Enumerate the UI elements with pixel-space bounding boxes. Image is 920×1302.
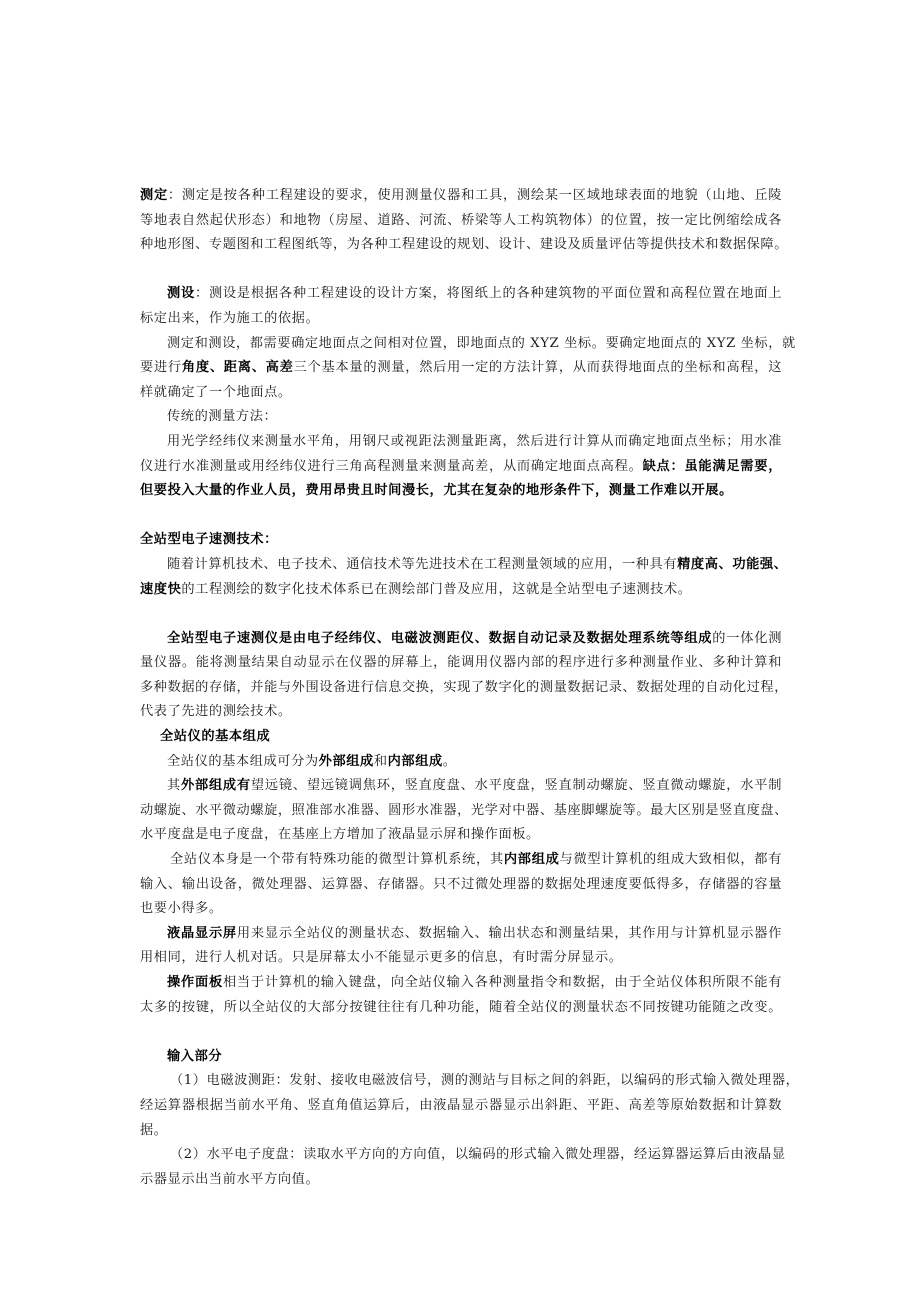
term-setout: 测设 — [167, 286, 195, 302]
section-heading: 全站仪的基本组成 — [160, 729, 271, 745]
paragraph-line: 动螺旋、水平微动螺旋，照准部水准器、圆形水准器，光学对中器、基座脚螺旋等。最大区别是竖直度盘、 — [140, 802, 789, 818]
drawback-label: 缺点：虽能满足需要， — [642, 458, 782, 474]
paragraph-line: 种地形图、专题图和工程图纸等，为各种工程建设的规划、设计、建设及质量评估等提供技术和数据保障。 — [140, 237, 789, 253]
paragraph-line: 等地表自然起伏形态）和地物（房屋、道路、河流、桥梁等人工构筑物体）的位置，按一定比例缩绘成各 — [140, 212, 782, 228]
paragraph-line: 仪进行水准测量或用经纬仪进行三角高程测量来测量高差，从而确定地面点高程。缺点：虽能满足需要， — [140, 458, 782, 474]
paragraph-line: 全站仪的基本组成可分为外部组成和内部组成。 — [167, 753, 457, 769]
paragraph-line: 水平度盘是电子度盘，在基座上方增加了液晶显示屏和操作面板。 — [140, 827, 540, 843]
list-item-line: （2）水平电子度盘：读取水平方向的方向值，以编码的形式输入微处理器，经运算器运算后由液晶显 — [170, 1147, 786, 1163]
spacer — [140, 258, 782, 283]
paragraph-line: 输入、输出设备，微处理器、运算器、存储器。只不过微处理器的数据处理速度要低得多，存储器的容量 — [140, 876, 782, 892]
paragraph-line: 全站型电子速测仪是由电子经纬仪、电磁波测距仪、数据自动记录及数据处理系统等组成的一体化测 — [167, 630, 782, 646]
document-page — [140, 184, 800, 1192]
paragraph-line: 样就确定了一个地面点。 — [140, 384, 292, 400]
spacer — [140, 1020, 782, 1045]
paragraph-line: 用光学经纬仪来测量水平角，用钢尺或视距法测量距离，然后进行计算从而确定地面点坐标；用水准 — [167, 433, 782, 449]
paragraph-line: 其外部组成有望远镜、望远镜调焦环，竖直度盘、水平度盘，竖直制动螺旋、竖直微动螺旋，水平制 — [167, 778, 783, 794]
paragraph-line: 太多的按键，所以全站仪的大部分按键往往有几种功能，随着全站仪的测量状态不同按键功能随之改变。 — [140, 999, 782, 1015]
paragraph-line: 多种数据的存储，并能与外围设备进行信息交换，实现了数字化的测量数据记录、数据处理的自动化过程， — [140, 679, 789, 695]
paragraph-line: 操作面板相当于计算机的输入键盘，向全站仪输入各种测量指令和数据，由于全站仪体积所限不能有 — [167, 975, 783, 990]
panel-term: 操作面板 — [167, 975, 223, 990]
spacer — [140, 504, 782, 529]
term-measure: 测定 — [140, 188, 168, 203]
paragraph-line: 随着计算机技术、电子技术、通信技术等先进技术在工程测量领域的应用，一种具有精度高、功能强、 — [167, 556, 788, 572]
lcd-term: 液晶显示屏 — [167, 925, 237, 941]
paragraph-line: 速度快的工程测绘的数字化技术体系已在测绘部门普及应用，这就是全站型电子速测技术。 — [140, 581, 692, 597]
list-item-line: 据。 — [140, 1122, 168, 1138]
paragraph-line: 但要投入大量的作业人员，费用昂贵且时间漫长，尤其在复杂的地形条件下，测量工作难以开展。 — [140, 483, 733, 499]
list-item-line: （1）电磁波测距：发射、接收电磁波信号，测的测站与目标之间的斜距，以编码的形式输入微处理器， — [170, 1073, 800, 1089]
list-item-line: 示器显示出当前水平方向值。 — [140, 1171, 320, 1187]
paragraph-line: 测定：测定是按各种工程建设的要求，使用测量仪器和工具，测绘某一区域地球表面的地貌（山地、丘陵 — [140, 188, 782, 203]
paragraph-line: 测定和测设，都需要确定地面点之间相对位置，即地面点的 XYZ 坐标。要确定地面点的 XYZ 坐标，就 — [167, 335, 796, 351]
paragraph-line: 液晶显示屏用来显示全站仪的测量状态、数据输入、输出状态和测量结果，其作用与计算机显示器作 — [167, 925, 783, 941]
section-heading: 输入部分 — [167, 1048, 223, 1064]
paragraph-line: 标定出来，作为施工的依据。 — [140, 310, 320, 326]
paragraph-line: 全站仪本身是一个带有特殊功能的微型计算机系统，其内部组成与微型计算机的组成大致相似，都有 — [170, 852, 782, 868]
paragraph-line: 代表了先进的测绘技术。 — [140, 704, 292, 720]
paragraph-line: 量仪器。能将测量结果自动显示在仪器的屏幕上，能调用仪器内部的程序进行多种测量作业、多种计算和 — [140, 655, 782, 671]
paragraph-line: 测设：测设是根据各种工程建设的设计方案，将图纸上的各种建筑物的平面位置和高程位置在地面上 — [167, 286, 782, 302]
spacer — [140, 602, 782, 627]
list-item-line: 经运算器根据当前水平角、竖直角值运算后，由液晶显示器显示出斜距、平距、高差等原始数据和计算数 — [140, 1097, 782, 1113]
section-heading: 全站型电子速测技术： — [140, 532, 278, 548]
paragraph-line: 用相同，进行人机对话。只是屏幕太小不能显示更多的信息，有时需分屏显示。 — [140, 950, 623, 966]
section-heading: 传统的测量方法： — [167, 409, 278, 425]
paragraph-line: 也要小得多。 — [140, 901, 223, 917]
paragraph-line: 要进行角度、距离、高差三个基本量的测量，然后用一定的方法计算，从而获得地面点的坐标和高程，这 — [140, 360, 782, 376]
